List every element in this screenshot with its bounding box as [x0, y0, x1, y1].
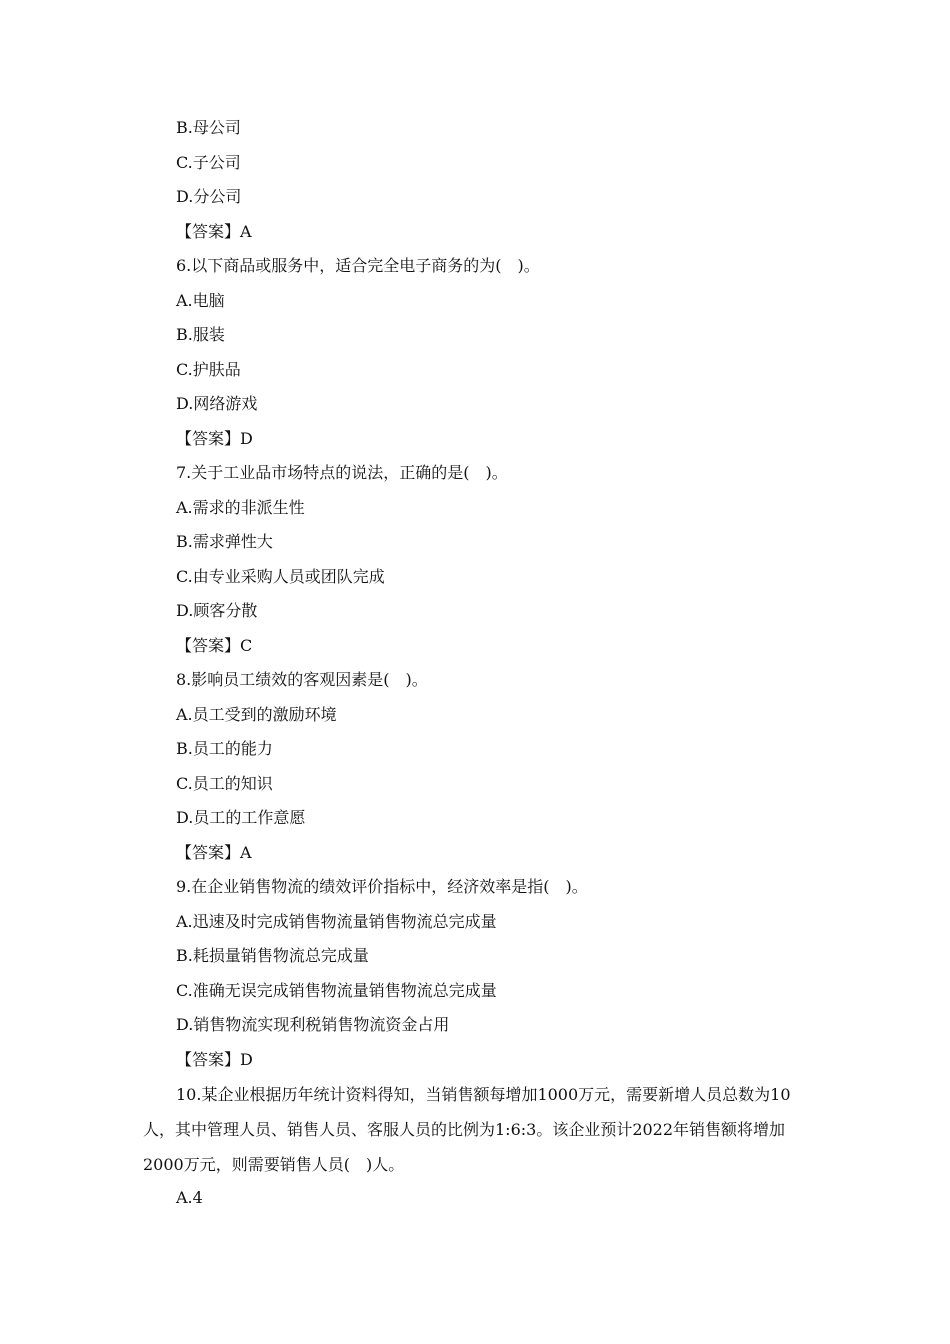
question-6: 6.以下商品或服务中，适合完全电子商务的为( )。 — [176, 256, 540, 275]
option-b-q7: B.需求弹性大 — [176, 532, 273, 551]
option-a-q8: A.员工受到的激励环境 — [176, 705, 337, 724]
answer-q8: 【答案】A — [176, 843, 252, 862]
option-d-q8: D.员工的工作意愿 — [176, 808, 306, 827]
option-c-q8: C.员工的知识 — [176, 774, 273, 793]
question-8: 8.影响员工绩效的客观因素是( )。 — [176, 670, 428, 689]
answer-q7: 【答案】C — [176, 636, 253, 655]
option-d-q9: D.销售物流实现利税销售物流资金占用 — [176, 1015, 450, 1034]
option-a-q6: A.电脑 — [176, 291, 225, 310]
answer-q9: 【答案】D — [176, 1050, 253, 1069]
question-10: 10.某企业根据历年统计资料得知，当销售额每增加1000万元，需要新增人员总数为10人，其中管理人员、销售人员、客服人员的比例为1:6:3。该企业预计2022年销售额将增加2000万元，则需要销售人员( )人。 — [143, 1085, 791, 1174]
answer-q5: 【答案】A — [176, 222, 252, 241]
option-c-q7: C.由专业采购人员或团队完成 — [176, 567, 385, 586]
option-b-q6: B.服装 — [176, 325, 225, 344]
answer-q6: 【答案】D — [176, 429, 253, 448]
question-7: 7.关于工业品市场特点的说法，正确的是( )。 — [176, 463, 508, 482]
option-b-q5: B.母公司 — [176, 118, 241, 137]
option-a-q10: A.4 — [176, 1188, 203, 1207]
option-b-q9: B.耗损量销售物流总完成量 — [176, 946, 369, 965]
option-c-q9: C.准确无误完成销售物流量销售物流总完成量 — [176, 981, 497, 1000]
option-d-q7: D.顾客分散 — [176, 601, 258, 620]
question-9: 9.在企业销售物流的绩效评价指标中，经济效率是指( )。 — [176, 877, 588, 896]
option-c-q6: C.护肤品 — [176, 360, 241, 379]
option-d-q6: D.网络游戏 — [176, 394, 258, 413]
option-c-q5: C.子公司 — [176, 153, 241, 172]
option-b-q8: B.员工的能力 — [176, 739, 273, 758]
option-d-q5: D.分公司 — [176, 187, 242, 206]
option-a-q9: A.迅速及时完成销售物流量销售物流总完成量 — [176, 912, 497, 931]
option-a-q7: A.需求的非派生性 — [176, 498, 305, 517]
